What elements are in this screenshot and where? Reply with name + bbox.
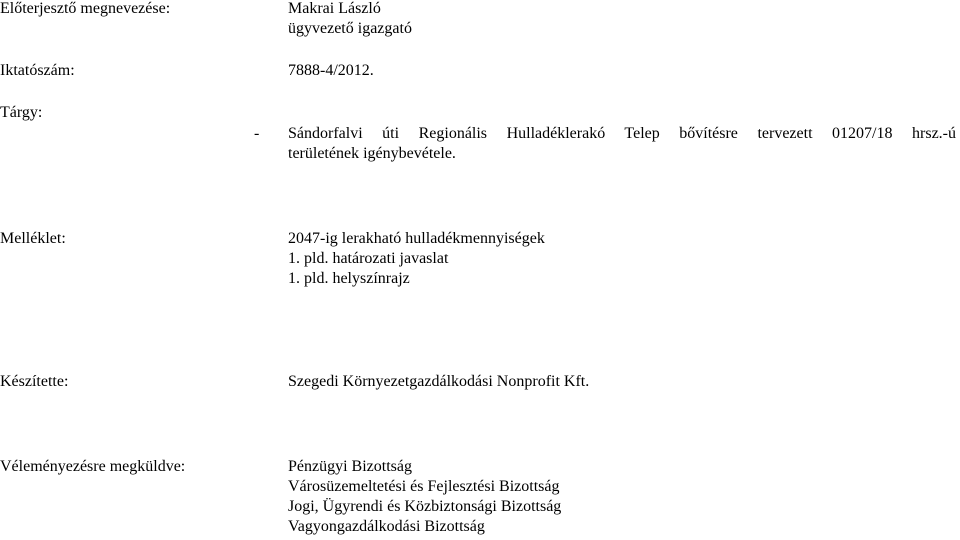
committee-item: Jogi, Ügyrendi és Közbiztonsági Bizottság xyxy=(288,498,562,515)
committee-item: Pénzügyi Bizottság xyxy=(288,458,412,475)
submitter-title: ügyvezető igazgató xyxy=(288,20,412,37)
attachment-item: 1. pld. helyszínrajz xyxy=(288,270,410,287)
attachments-label: Melléklet: xyxy=(0,230,66,247)
sent-for-opinion-label: Véleményezésre megküldve: xyxy=(0,458,186,475)
subject-text xyxy=(288,124,956,164)
subject-line-2: területének igénybevétele. xyxy=(288,145,456,162)
attachment-item: 2047-ig lerakható hulladékmennyiségek xyxy=(288,230,545,247)
attachments-list xyxy=(288,229,956,289)
sent-for-opinion-list xyxy=(288,457,956,537)
submitter-value xyxy=(288,0,956,39)
subject-bullet: - xyxy=(254,125,260,142)
registration-number: 7888-4/2012. xyxy=(288,62,374,79)
attachment-item: 1. pld. határozati javaslat xyxy=(288,250,449,267)
prepared-by-value: Szegedi Környezetgazdálkodási Nonprofit Kft. xyxy=(288,373,590,390)
committee-item: Vagyongazdálkodási Bizottság xyxy=(288,518,485,535)
registration-label: Iktatószám: xyxy=(0,62,75,79)
submitter-name: Makrai László xyxy=(288,0,381,17)
committee-item: Városüzemeltetési és Fejlesztési Bizottság xyxy=(288,478,560,495)
prepared-by-label: Készítette: xyxy=(0,373,69,390)
subject-label: Tárgy: xyxy=(0,104,43,121)
submitter-label: Előterjesztő megnevezése: xyxy=(0,0,171,17)
subject-line-1: Sándorfalvi úti Regionális Hulladéklerakó Telep bővítésre tervezett 01207/18 hrsz.-ú xyxy=(288,125,956,142)
